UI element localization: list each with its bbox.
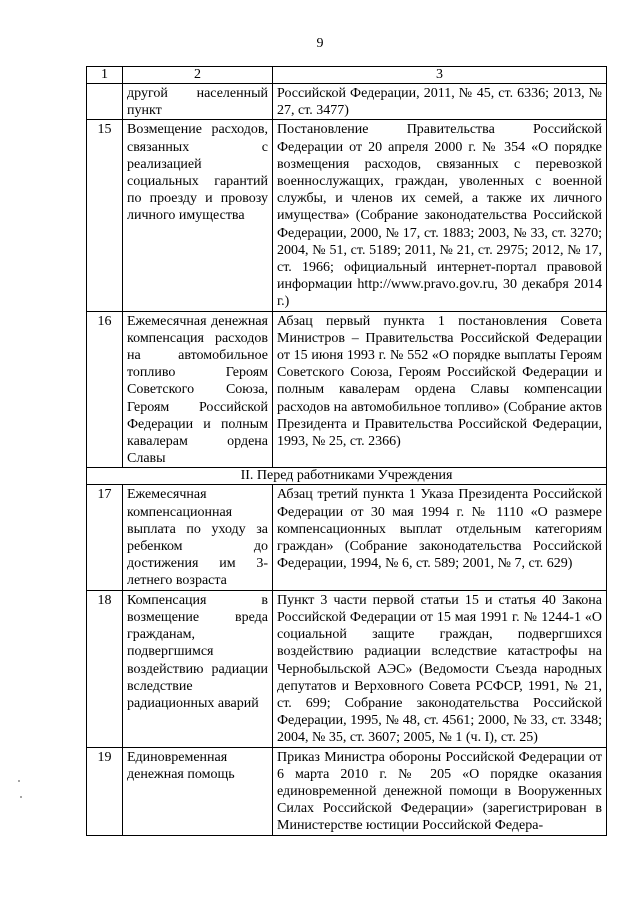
benefits-table	[86, 66, 607, 836]
header-col-2: 2	[123, 67, 273, 84]
table-row	[87, 84, 607, 120]
page-number: 9	[316, 36, 324, 51]
payment-name: Компенсация в возмещение вреда гражданам, подвергшимся воздействию радиации вследствие радиационных аварий	[123, 590, 273, 747]
scan-speck	[18, 780, 20, 782]
payment-name: Ежемесячная компенсационная выплата по уходу за ребенком до достижения им 3-летнего возраста	[123, 485, 273, 590]
row-number: 16	[87, 311, 123, 468]
row-number	[87, 84, 123, 120]
payment-name: Единовременная денежная помощь	[123, 747, 273, 835]
legal-basis: Абзац первый пункта 1 постановления Совета Министров – Правительства Российской Федерации от 15 июня 1993 г. № 552 «О порядке выплаты Героям Советского Союза, Героям Российской Федерации и полным кавалерам ордена Славы компенсации расходов на автомобильное топливо» (Собрание актов Президента и Правительства Российской Федерации, 1993, № 25, ст. 2366)	[273, 311, 607, 468]
table-row	[87, 311, 607, 468]
row-number: 19	[87, 747, 123, 835]
legal-basis: Постановление Правительства Российской Федерации от 20 апреля 2000 г. № 354 «О порядке возмещения расходов, связанных с перевозкой военнослужащих, граждан, уволенных с военной службы, и членов их семей, а также их личного имущества» (Собрание законодательства Российской Федерации, 2000, № 17, ст. 1883; 2003, № 33, ст. 3270; 2004, № 51, ст. 5189; 2011, № 21, ст. 2975; 2012, № 17, ст. 1966; официальный интернет-портал правовой информации http://www.pravo.gov.ru, 30 декабря 2014 г.)	[273, 120, 607, 311]
header-col-3: 3	[273, 67, 607, 84]
legal-basis: Абзац третий пункта 1 Указа Президента Российской Федерации от 30 мая 1994 г. № 1110 «О размере компенсационных выплат отдельным категориям граждан» (Собрание законодательства Российской Федерации, 1994, № 6, ст. 589; 2001, № 7, ст. 629)	[273, 485, 607, 590]
table-row	[87, 747, 607, 835]
scan-speck	[20, 796, 22, 798]
section-row	[87, 468, 607, 485]
payment-name: Возмещение расходов, связанных с реализацией социальных гарантий по проезду и провозу личного имущества	[123, 120, 273, 311]
header-col-1: 1	[87, 67, 123, 84]
table-row	[87, 485, 607, 590]
table-header-row	[87, 67, 607, 84]
payment-name: другой населенный пункт	[123, 84, 273, 120]
section-title: II. Перед работниками Учреждения	[87, 468, 607, 485]
row-number: 17	[87, 485, 123, 590]
row-number: 15	[87, 120, 123, 311]
table-row	[87, 590, 607, 747]
row-number: 18	[87, 590, 123, 747]
legal-basis: Приказ Министра обороны Российской Федерации от 6 марта 2010 г. № 205 «О порядке оказания единовременной денежной помощи в Вооруженных Силах Российской Федерации» (зарегистрирован в Министерстве юстиции Российской Федера-	[273, 747, 607, 835]
legal-basis: Российской Федерации, 2011, № 45, ст. 6336; 2013, № 27, ст. 3477)	[273, 84, 607, 120]
legal-basis: Пункт 3 части первой статьи 15 и статья 40 Закона Российской Федерации от 15 мая 1991 г. № 1244-1 «О социальной защите граждан, подвергшихся воздействию радиации вследствие катастрофы на Чернобыльской АЭС» (Ведомости Съезда народных депутатов и Верховного Совета РСФСР, 1991, № 21, ст. 699; Собрание законодательства Российской Федерации, 1995, № 48, ст. 4561; 2000, № 33, ст. 3348; 2004, № 35, ст. 3607; 2005, № 1 (ч. I), ст. 25)	[273, 590, 607, 747]
table-row	[87, 120, 607, 311]
payment-name: Ежемесячная денежная компенсация расходов на автомобильное топливо Героям Советского Союза, Героям Российской Федерации и полным кавалерам ордена Славы	[123, 311, 273, 468]
